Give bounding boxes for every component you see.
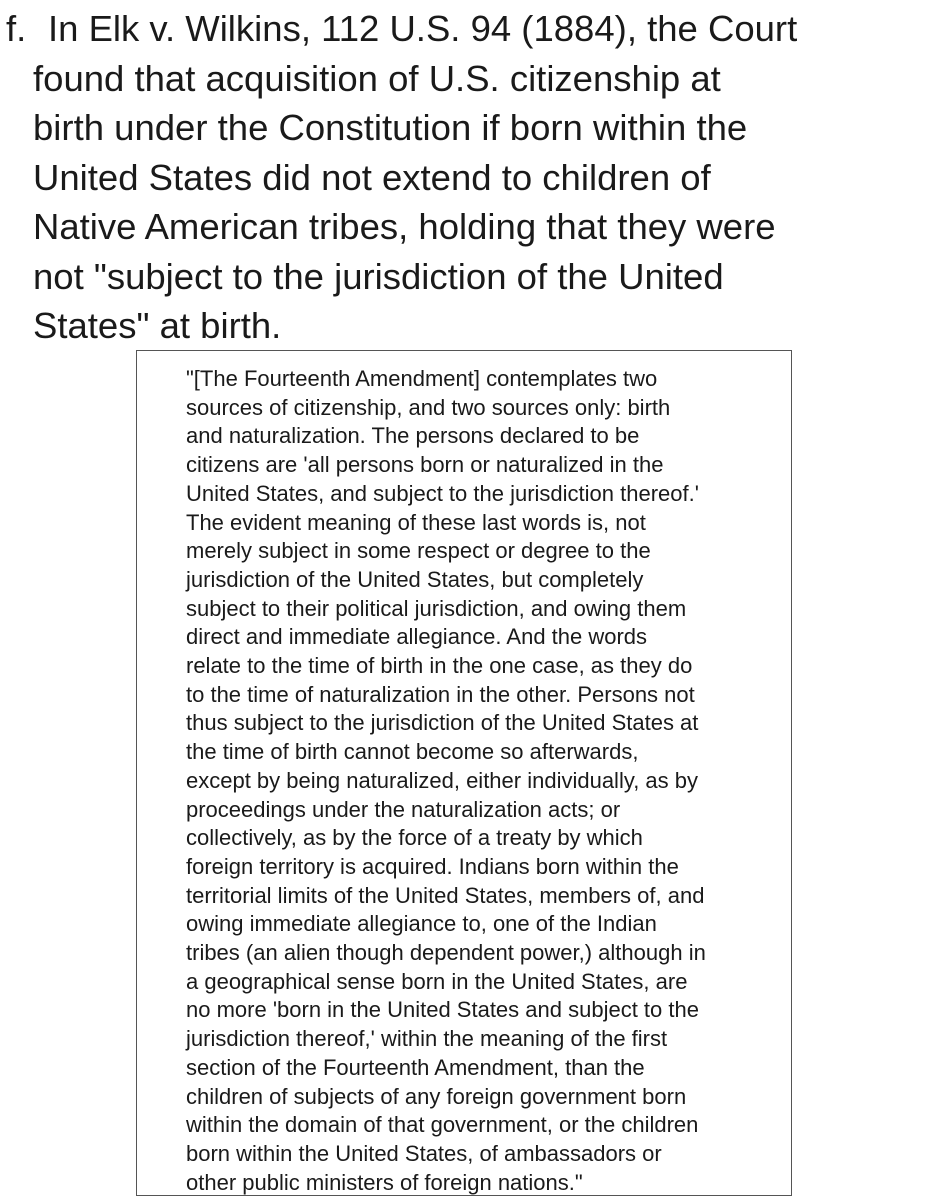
quote-line: The evident meaning of these last words is, not <box>186 509 646 535</box>
paragraph-line: Native American tribes, holding that they were <box>33 206 776 247</box>
quote-line: section of the Fourteenth Amendment, than the <box>186 1054 645 1080</box>
paragraph-line: found that acquisition of U.S. citizenship at <box>33 57 721 99</box>
quote-line: jurisdiction thereof,' within the meaning of the first <box>186 1026 668 1052</box>
quote-line: merely subject in some respect or degree to the <box>186 538 651 564</box>
quote-line: except by being naturalized, either individually, as by <box>186 767 699 793</box>
quote-line: no more 'born in the United States and subject to the <box>186 997 699 1023</box>
quote-text <box>186 365 786 1197</box>
quote-line: territorial limits of the United States, members of, and <box>186 882 705 908</box>
quote-line: the time of birth cannot become so afterwards, <box>186 739 639 765</box>
quote-line: foreign territory is acquired. Indians born within the <box>186 853 679 879</box>
quote-line: owing immediate allegiance to, one of the Indian <box>186 911 657 937</box>
quote-line: citizens are 'all persons born or naturalized in the <box>186 452 664 478</box>
block-quote <box>136 350 792 1196</box>
quote-line: born within the United States, of ambassadors or <box>186 1140 662 1166</box>
paragraph-line: not "subject to the jurisdiction of the United <box>33 255 724 297</box>
paragraph-line: States" at birth. <box>33 305 282 346</box>
quote-line: children of subjects of any foreign government born <box>186 1083 687 1109</box>
paragraph-line: birth under the Constitution if born within the <box>33 107 748 148</box>
quote-line: collectively, as by the force of a treaty by which <box>186 825 643 851</box>
paragraph-line <box>6 4 921 54</box>
quote-line: relate to the time of birth in the one case, as they do <box>186 653 693 679</box>
list-item-f <box>6 4 921 351</box>
quote-line: proceedings under the naturalization acts; or <box>186 796 621 822</box>
quote-line: jurisdiction of the United States, but completely <box>186 566 644 592</box>
quote-line: subject to their political jurisdiction, and owing them <box>186 595 687 621</box>
quote-line: direct and immediate allegiance. And the words <box>186 624 648 650</box>
quote-line: other public ministers of foreign nations." <box>186 1169 583 1195</box>
quote-line: to the time of naturalization in the other. Persons not <box>186 681 695 707</box>
list-marker: f. <box>6 8 27 49</box>
quote-line: a geographical sense born in the United States, are <box>186 968 688 994</box>
quote-line: tribes (an alien though dependent power,) although in <box>186 940 706 966</box>
quote-line: and naturalization. The persons declared to be <box>186 423 640 449</box>
paragraph-line: United States did not extend to children of <box>33 156 711 198</box>
quote-line: sources of citizenship, and two sources only: birth <box>186 394 671 420</box>
quote-line: thus subject to the jurisdiction of the United States at <box>186 710 699 736</box>
quote-line: within the domain of that government, or the children <box>186 1112 699 1138</box>
paragraph-line-text: In Elk v. Wilkins, 112 U.S. 94 (1884), the Court <box>48 8 798 49</box>
quote-line: "[The Fourteenth Amendment] contemplates two <box>186 366 658 391</box>
quote-line: United States, and subject to the jurisdiction thereof.' <box>186 480 699 506</box>
